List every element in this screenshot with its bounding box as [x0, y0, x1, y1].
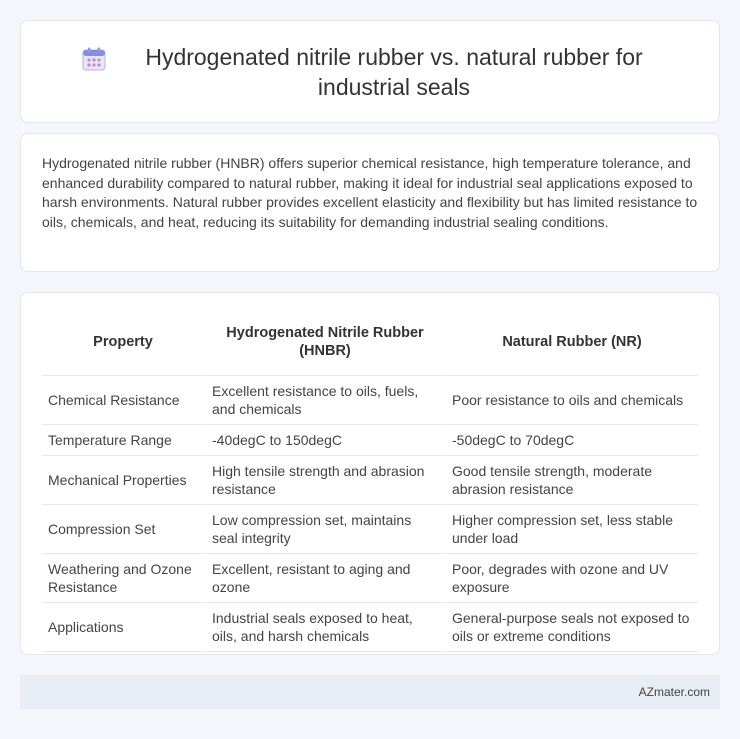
- row-hnbr: High tensile strength and abrasion resistance: [204, 456, 444, 505]
- table-row: [42, 505, 698, 554]
- row-property: Compression Set: [42, 505, 204, 554]
- comparison-table: [42, 313, 698, 652]
- row-property: Weathering and Ozone Resistance: [42, 554, 204, 603]
- title-card: [20, 20, 720, 123]
- row-nr: -50degC to 70degC: [444, 425, 698, 456]
- header-nr: Natural Rubber (NR): [444, 313, 698, 376]
- row-property: Applications: [42, 603, 204, 652]
- row-hnbr: -40degC to 150degC: [204, 425, 444, 456]
- row-nr: General-purpose seals not exposed to oils or extreme conditions: [444, 603, 698, 652]
- row-hnbr: Excellent, resistant to aging and ozone: [204, 554, 444, 603]
- footer-bar: [20, 675, 720, 709]
- row-hnbr: Low compression set, maintains seal integrity: [204, 505, 444, 554]
- header-hnbr: Hydrogenated Nitrile Rubber (HNBR): [204, 313, 444, 376]
- row-nr: Poor, degrades with ozone and UV exposure: [444, 554, 698, 603]
- header-property: Property: [42, 313, 204, 376]
- table-row: [42, 456, 698, 505]
- title-wrap: [81, 42, 659, 102]
- page-title: Hydrogenated nitrile rubber vs. natural rubber for industrial seals: [145, 43, 643, 100]
- row-property: Chemical Resistance: [42, 376, 204, 425]
- comparison-table-card: [20, 292, 720, 655]
- summary-text: Hydrogenated nitrile rubber (HNBR) offers superior chemical resistance, high temperature tolerance, and enhanced durability compared to natural rubber, making it ideal for industrial seal applications exposed to harsh environments. Natural rubber provides excellent elasticity and flexibility but has limited resistance to oils, chemicals, and heat, reducing its suitability for demanding industrial sealing conditions.: [42, 155, 698, 230]
- table-row: [42, 603, 698, 652]
- footer-brand[interactable]: AZmater.com: [638, 685, 710, 699]
- row-property: Temperature Range: [42, 425, 204, 456]
- row-nr: Higher compression set, less stable under load: [444, 505, 698, 554]
- table-row: [42, 425, 698, 456]
- calendar-icon: [81, 46, 107, 72]
- row-property: Mechanical Properties: [42, 456, 204, 505]
- row-hnbr: Excellent resistance to oils, fuels, and chemicals: [204, 376, 444, 425]
- row-nr: Poor resistance to oils and chemicals: [444, 376, 698, 425]
- summary-card: [20, 133, 720, 272]
- table-header-row: [42, 313, 698, 376]
- table-row: [42, 554, 698, 603]
- row-hnbr: Industrial seals exposed to heat, oils, and harsh chemicals: [204, 603, 444, 652]
- row-nr: Good tensile strength, moderate abrasion resistance: [444, 456, 698, 505]
- table-row: [42, 376, 698, 425]
